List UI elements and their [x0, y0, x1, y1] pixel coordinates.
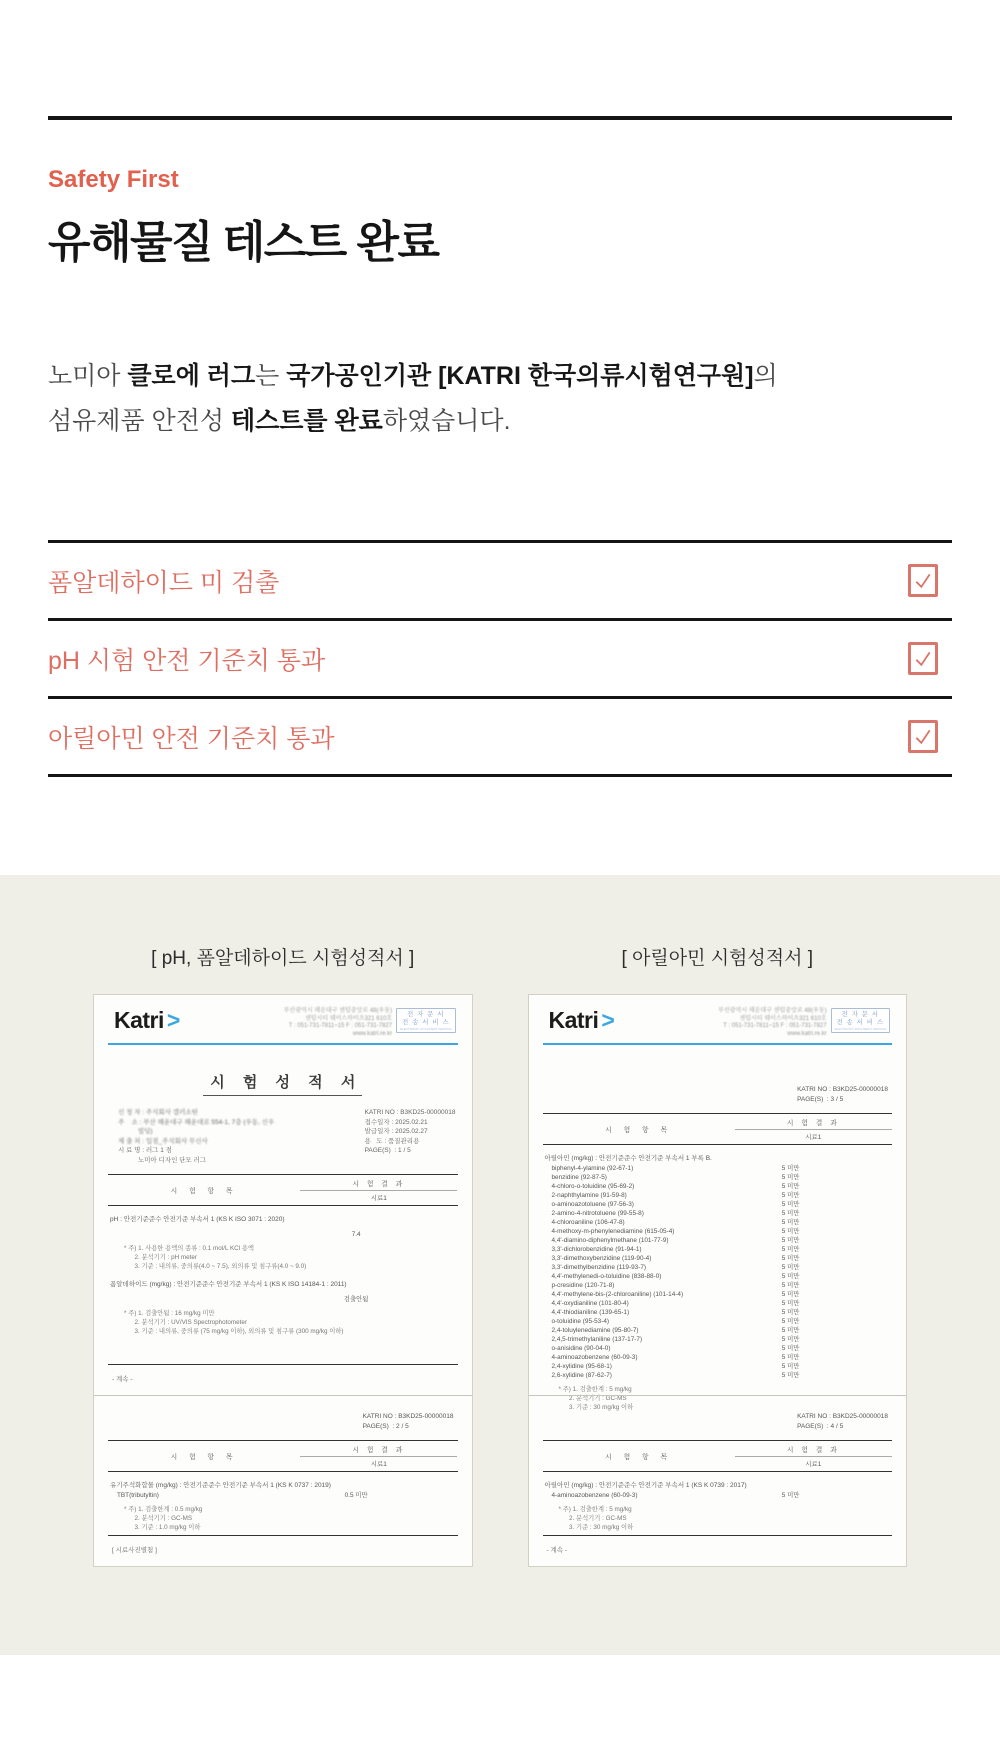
test-result-value: 5 미만 — [781, 1354, 800, 1361]
page-footer-text: - 계속 - — [112, 1376, 133, 1383]
eyebrow-label: Safety First — [48, 166, 179, 193]
test-notes: * 주) 1. 사용한 용액의 종류 : 0.1 mol/L KCl 용액 2. 분석기기 : pH meter 3. 기준 : 내의류, 중의류(4.0 ~ 7.5), 외의류 및 침구류(4.0 ~ 9.0) — [124, 1245, 307, 1270]
test-report-document — [528, 994, 908, 1567]
report-meta: KATRI NO : B3KD25-00000018 PAGE(S) : 3 / 5 — [797, 1086, 888, 1103]
header-rule — [543, 1043, 893, 1045]
report-header — [108, 995, 458, 1038]
test-result-row: p-cresidine (120-71-8) 5 미만 — [543, 1281, 893, 1290]
checklist-row — [48, 618, 952, 696]
report-column — [93, 943, 473, 1567]
test-result-row: TBT(tributyltin) 0.5 미만 — [108, 1491, 458, 1500]
report-page — [94, 1395, 472, 1566]
checkbox — [908, 642, 938, 675]
intro-line: 노미아 클로에 러그는 국가공인기관 [KATRI 한국의류시험연구원]의 — [48, 362, 778, 390]
test-result-value: 5 미만 — [781, 1327, 800, 1334]
results-table-header — [108, 1174, 458, 1206]
safety-checklist — [48, 540, 952, 777]
test-notes: * 주) 1. 검출안됨 : 16 mg/kg 미만 2. 분석기기 : UV/VIS Spectrophotometer 3. 기준 : 내의류, 중의류 (75 mg/kg 이하), 외의류 및 침구류 (300 mg/kg 이하) — [124, 1310, 344, 1335]
test-result-value: 5 미만 — [781, 1219, 800, 1226]
test-block — [108, 1280, 458, 1336]
test-result-row — [108, 1295, 458, 1304]
page-title: 유해물질 테스트 완료 — [48, 218, 439, 267]
test-result-value: 5 미만 — [781, 1165, 800, 1172]
test-result-value: 5 미만 — [781, 1210, 800, 1217]
results-table-header — [108, 1440, 458, 1472]
test-result-row: 4,4'-diamino-diphenylmethane (101-77-9) 5 미만 — [543, 1236, 893, 1245]
check-icon — [913, 571, 933, 591]
test-result-row: 4,4'-thiodianiline (139-65-1) 5 미만 — [543, 1308, 893, 1317]
katri-logo: Katri > — [114, 1007, 180, 1033]
footer-rule — [108, 1535, 458, 1536]
test-result-value: 5 미만 — [781, 1201, 800, 1208]
test-result-value: 5 미만 — [781, 1282, 800, 1289]
address-block: 부산광역시 해운대구 센텀중앙로 48(우동) 센텀시티 웨이스하이츠321 610호 T : 051-731-7811~15 F : 051-731-7827 www.katri.re.kr — [718, 1008, 827, 1037]
test-result-row: 4,4'-methylenedi-o-toluidine (838-88-0) 5 미만 — [543, 1272, 893, 1281]
report-meta: KATRI NO : B3KD25-00000018 PAGE(S) : 4 / 5 — [797, 1413, 888, 1430]
report-meta: KATRI NO : B3KD25-00000018 접수일자 : 2025.02.21 발급일자 : 2025.02.27 용 도 : 품질관리용 PAGE(S) : 1 / 5 — [364, 1109, 456, 1154]
katri-logo: Katri > — [548, 1007, 615, 1033]
test-result-value: 5 미만 — [781, 1228, 800, 1235]
test-block — [108, 1481, 458, 1532]
report-meta: KATRI NO : B3KD25-00000018 PAGE(S) : 2 / 5 — [362, 1413, 454, 1430]
test-name: 폼알데하이드 (mg/kg) : 안전기준준수 안전기준 부속서 1 (KS K ISO 14184-1 : 2011) — [110, 1281, 347, 1288]
test-result-row: 4-aminoazobenzene (60-09-3) 5 미만 — [543, 1491, 893, 1500]
footer-rule — [543, 1535, 893, 1536]
reports — [93, 943, 907, 1567]
column-test-item: 시 험 항 목 — [170, 1188, 238, 1195]
test-result-row: 3,3'-dimethylbenzidine (119-93-7) 5 미만 — [543, 1263, 893, 1272]
test-result-value: 5 미만 — [781, 1183, 800, 1190]
column-test-result: 시 험 결 과 — [300, 1441, 457, 1457]
test-result-value: 5 미만 — [781, 1309, 800, 1316]
test-result-value: 5 미만 — [781, 1237, 800, 1244]
chevron-right-icon: > — [166, 1007, 180, 1033]
test-result-value: 5 미만 — [781, 1192, 800, 1199]
test-name: 유기주석화합물 (mg/kg) : 안전기준준수 안전기준 부속서 1 (KS K 0737 : 2019) — [110, 1482, 331, 1489]
test-result-row: 2-naphthylamine (91-59-8) 5 미만 — [543, 1191, 893, 1200]
reports-section — [0, 875, 1000, 1655]
checklist-label: pH 시험 안전 기준치 통과 — [48, 646, 326, 675]
report-caption: [ pH, 폼알데하이드 시험성적서 ] — [151, 948, 415, 969]
column-test-result: 시 험 결 과 — [300, 1175, 457, 1191]
test-result-row: biphenyl-4-ylamine (92-67-1) 5 미만 — [543, 1164, 893, 1173]
checklist-label: 폼알데하이드 미 검출 — [48, 568, 280, 597]
test-result-row: 4,4'-oxydianiline (101-80-4) 5 미만 — [543, 1299, 893, 1308]
test-result-value: 5 미만 — [781, 1273, 800, 1280]
test-result-row: benzidine (92-87-5) 5 미만 — [543, 1173, 893, 1182]
test-result-row: 4-chloro-o-toluidine (95-69-2) 5 미만 — [543, 1182, 893, 1191]
test-result-value: 5 미만 — [781, 1336, 800, 1343]
test-result-value: 5 미만 — [781, 1492, 800, 1499]
report-caption: [ 아릴아민 시험성적서 ] — [621, 948, 814, 969]
test-result-value: 7.4 — [351, 1231, 361, 1238]
doc-title: 시 험 성 적 서 — [203, 1071, 362, 1096]
column-sample: 시료1 — [370, 1461, 387, 1468]
report-column — [528, 943, 908, 1567]
test-result-value: 5 미만 — [781, 1345, 800, 1352]
test-name: pH : 안전기준준수 안전기준 부속서 1 (KS K ISO 3071 : 2020) — [110, 1216, 285, 1223]
test-result-row: o-aminoazotoluene (97-56-3) 5 미만 — [543, 1200, 893, 1209]
test-result-value: 5 미만 — [781, 1264, 800, 1271]
test-result-row: 2-amino-4-nitrotoluene (99-55-8) 5 미만 — [543, 1209, 893, 1218]
top-divider — [48, 116, 952, 120]
test-result-value: 5 미만 — [781, 1246, 800, 1253]
test-result-value: 0.5 미만 — [344, 1492, 368, 1499]
check-icon — [913, 727, 933, 747]
report-page — [529, 1395, 907, 1566]
test-notes: * 주) 1. 검출한계 : 5 mg/kg 2. 분석기기 : GC-MS 3. 기준 : 30 mg/kg 이하 — [558, 1386, 634, 1411]
test-result-row: 2,6-xylidine (87-62-7) 5 미만 — [543, 1371, 893, 1380]
test-notes: * 주) 1. 검출한계 : 0.5 mg/kg 2. 분석기기 : GC-MS 3. 기준 : 1.0 mg/kg 이하 — [124, 1506, 203, 1531]
test-result-row: 2,4,5-trimethylaniline (137-17-7) 5 미만 — [543, 1335, 893, 1344]
test-result-row: 3,3'-dichlorobenzidine (91-94-1) 5 미만 — [543, 1245, 893, 1254]
test-result-value: 5 미만 — [781, 1372, 800, 1379]
e-document-stamp: 전 자 문 서 전 송 서 비 스 ELECTRONIC DOCUMENT SERVICE — [396, 1008, 455, 1033]
test-results — [108, 1478, 458, 1532]
test-notes: * 주) 1. 검출한계 : 5 mg/kg 2. 분석기기 : GC-MS 3. 기준 : 30 mg/kg 이하 — [558, 1506, 634, 1531]
address-block: 부산광역시 해운대구 센텀중앙로 48(우동) 센텀시티 웨이스하이츠321 610호 T : 051-731-7811~15 F : 051-731-7827 www.katri.re.kr — [283, 1008, 393, 1037]
test-result-row: 4,4'-methylene-bis-(2-chloroaniline) (101-14-4) 5 미만 — [543, 1290, 893, 1299]
chevron-right-icon: > — [601, 1007, 615, 1033]
column-test-item: 시 험 항 목 — [605, 1454, 673, 1461]
test-result-row — [108, 1230, 458, 1239]
test-result-row: 4-aminoazobenzene (60-09-3) 5 미만 — [543, 1353, 893, 1362]
test-block — [108, 1215, 458, 1271]
checklist-row — [48, 696, 952, 774]
doc-info — [108, 1108, 458, 1165]
test-result-row: 3,3'-dimethoxybenzidine (119-90-4) 5 미만 — [543, 1254, 893, 1263]
test-result-row: 4-chloroaniline (106-47-8) 5 미만 — [543, 1218, 893, 1227]
column-sample: 시료1 — [370, 1195, 387, 1202]
column-test-item: 시 험 항 목 — [605, 1127, 673, 1134]
intro-line: 섬유제품 안전성 테스트를 완료하였습니다. — [48, 407, 511, 435]
report-header — [543, 995, 893, 1038]
test-result-value: 검출안됨 — [343, 1296, 369, 1303]
test-result-value: 5 미만 — [781, 1318, 800, 1325]
test-result-row: 2,4-toluylenediamine (95-80-7) 5 미만 — [543, 1326, 893, 1335]
column-sample: 시료1 — [805, 1461, 822, 1468]
column-test-result: 시 험 결 과 — [735, 1441, 892, 1457]
test-result-row: o-anisidine (90-04-0) 5 미만 — [543, 1344, 893, 1353]
test-result-row: 4-methoxy-m-phenylenediamine (615-05-4) 5 미만 — [543, 1227, 893, 1236]
test-results — [543, 1151, 893, 1412]
test-report-document — [93, 994, 473, 1567]
checkbox — [908, 720, 938, 753]
test-result-value: 5 미만 — [781, 1300, 800, 1307]
test-result-row: 2,4-xylidine (95-68-1) 5 미만 — [543, 1362, 893, 1371]
column-sample: 시료1 — [805, 1134, 822, 1141]
test-result-value: 5 미만 — [781, 1363, 800, 1370]
test-result-value: 5 미만 — [781, 1174, 800, 1181]
checklist-label: 아릴아민 안전 기준치 통과 — [48, 724, 335, 753]
page-footer-text: [ 시료사진별첨 ] — [112, 1547, 157, 1554]
results-table-header — [543, 1440, 893, 1472]
page-footer-text: - 계속 - — [546, 1547, 567, 1554]
column-test-result: 시 험 결 과 — [735, 1114, 892, 1130]
test-results — [543, 1478, 893, 1532]
applicant-info: 신 청 자 : 주식회사 갤러소틴 주 소 : 부산 해운대구 해운대로 554-1, 7층 (우동, 신우 빌딩) 제 출 처 : 입점_주식회사 무신사 시 료 명 : 러그 1 점 노미아 디자인 단모 러그 — [118, 1109, 275, 1164]
column-test-item: 시 험 항 목 — [170, 1454, 238, 1461]
checkbox — [908, 564, 938, 597]
test-result-value: 5 미만 — [781, 1255, 800, 1262]
report-page — [529, 995, 907, 1411]
test-result-value: 5 미만 — [781, 1291, 800, 1298]
intro-text — [48, 354, 952, 444]
check-icon — [913, 649, 933, 669]
test-block — [543, 1481, 893, 1532]
test-name: 아릴아민 (mg/kg) : 안전기준준수 안전기준 부속서 1 부록 B. — [544, 1155, 712, 1162]
report-page — [94, 995, 472, 1395]
results-table-header — [543, 1113, 893, 1145]
header-rule — [108, 1043, 458, 1045]
test-result-row: o-toluidine (95-53-4) 5 미만 — [543, 1317, 893, 1326]
checklist-row — [48, 540, 952, 618]
test-block — [543, 1154, 893, 1412]
test-results — [108, 1212, 458, 1336]
test-name: 아릴아민 (mg/kg) : 안전기준준수 안전기준 부속서 1 (KS K 0739 : 2017) — [544, 1482, 747, 1489]
e-document-stamp: 전 자 문 서 전 송 서 비 스 ELECTRONIC DOCUMENT SERVICE — [831, 1008, 890, 1033]
footer-rule — [108, 1364, 458, 1365]
